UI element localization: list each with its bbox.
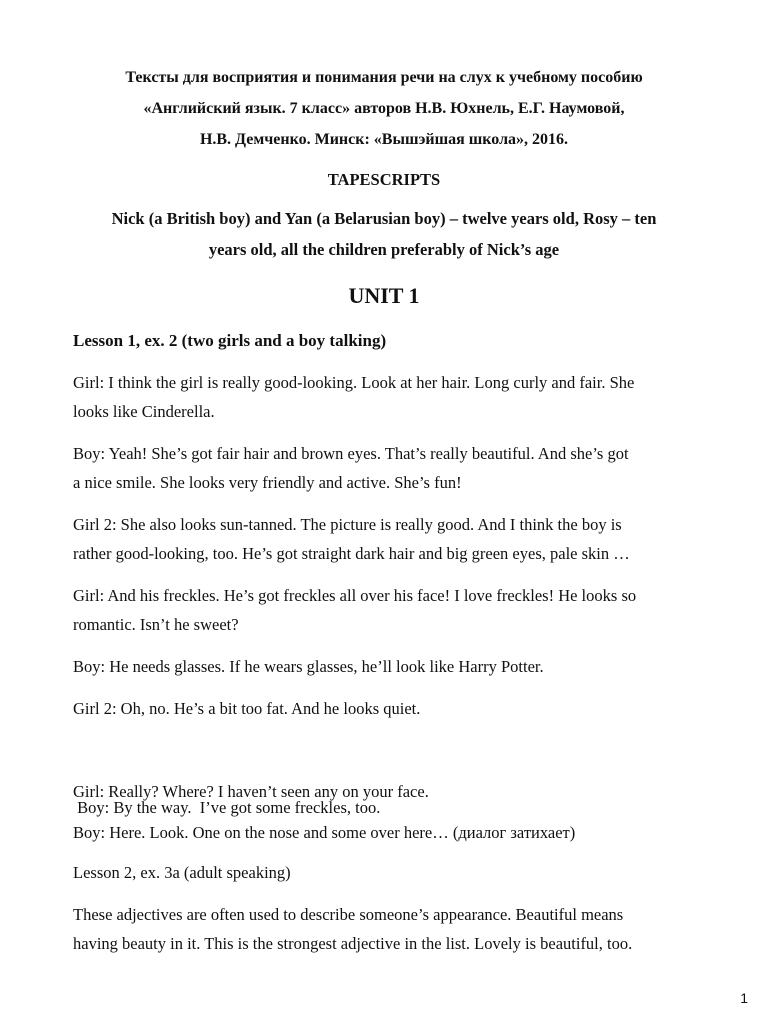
characters-line-2: years old, all the children preferably of Nick’s age	[208, 240, 560, 259]
characters-line-1: Nick (a British boy) and Yan (a Belarusian boy) – twelve years old, Rosy – ten	[111, 209, 657, 228]
header-line-1: Тексты для восприятия и понимания речи на слух к учебному пособию	[125, 69, 643, 86]
dialogue-paragraph	[73, 368, 703, 426]
page-number: 1	[740, 990, 748, 1006]
header-line-3: Н.В. Демченко. Минск: «Вышэйшая школа», 2016.	[199, 131, 569, 148]
dialogue-line: romantic. Isn’t he sweet?	[73, 615, 239, 634]
section-title: TAPESCRIPTS	[327, 170, 441, 189]
dialogue-paragraph	[73, 510, 703, 568]
dialogue-line: Girl 2: She also looks sun-tanned. The picture is really good. And I think the boy is	[73, 515, 622, 534]
dialogue-line: rather good-looking, too. He’s got straight dark hair and big green eyes, pale skin …	[73, 544, 630, 563]
dialogue-paragraph	[73, 439, 703, 497]
paragraph-line: These adjectives are often used to describe someone’s appearance. Beautiful means	[73, 905, 624, 924]
dialogue-paragraph	[73, 694, 703, 723]
dialogue-line: Boy: He needs glasses. If he wears glasses, he’ll look like Harry Potter.	[73, 657, 544, 676]
dialogue-line: looks like Cinderella.	[73, 402, 215, 421]
dialogue-line: Boy: Here. Look. One on the nose and some over here… (диалог затихает)	[73, 823, 576, 842]
dialogue-line: Boy: Yeah! She’s got fair hair and brown eyes. That’s really beautiful. And she’s got	[73, 444, 629, 463]
dialogue-line: Girl: Really? Where? I haven’t seen any on your face.	[73, 782, 429, 801]
dialogue-line: Boy: By the way. I’ve got some freckles, too.	[73, 798, 381, 817]
dialogue-line: Girl: And his freckles. He’s got freckles all over his face! I love freckles! He looks so	[73, 586, 637, 605]
lesson-2-heading: Lesson 2, ex. 3a (adult speaking)	[73, 863, 291, 882]
dialogue-paragraph	[73, 735, 703, 880]
unit-title: UNIT 1	[348, 283, 420, 308]
dialogue-paragraph	[73, 818, 703, 847]
dialogue-line: Girl 2: Oh, no. He’s a bit too fat. And he looks quiet.	[73, 699, 421, 718]
dialogue-paragraph	[73, 777, 703, 806]
dialogue-line: a nice smile. She looks very friendly and active. She’s fun!	[73, 473, 462, 492]
lesson-2-paragraph	[73, 900, 703, 958]
paragraph-line: having beauty in it. This is the strongest adjective in the list. Lovely is beautiful, too.	[73, 934, 633, 953]
header-line-2: «Английский язык. 7 класс» авторов Н.В. Юхнель, Е.Г. Наумовой,	[143, 100, 625, 117]
dialogue-paragraph	[73, 652, 703, 681]
lesson-1-heading: Lesson 1, ex. 2 (two girls and a boy talking)	[73, 331, 387, 350]
dialogue-line: Girl: I think the girl is really good-looking. Look at her hair. Long curly and fair. She	[73, 373, 635, 392]
dialogue-paragraph	[73, 581, 703, 639]
